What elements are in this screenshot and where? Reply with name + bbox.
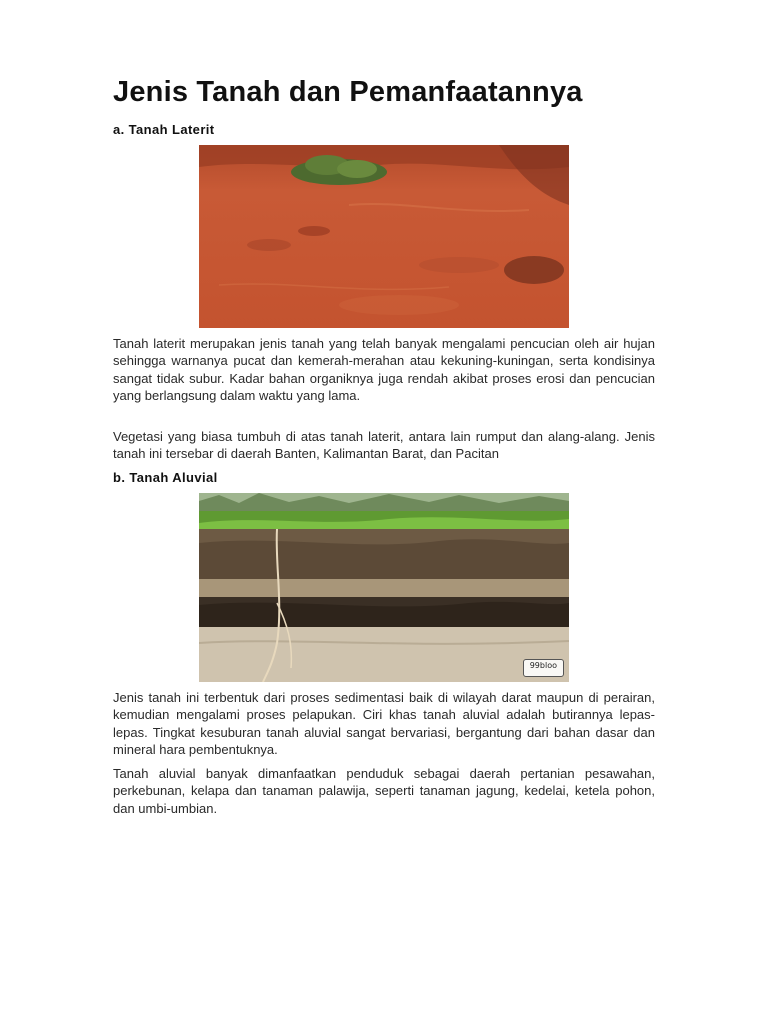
laterit-photo [199,145,569,328]
document-title: Jenis Tanah dan Pemanfaatannya [113,76,583,108]
section-heading-aluvial: b. Tanah Aluvial [113,470,218,485]
aluvial-photo [199,493,569,682]
laterit-paragraph-1: Tanah laterit merupakan jenis tanah yang telah banyak mengalami pencucian oleh air hujan sehingga warnanya pucat dan kemerah-merahan atau kekuning-kuningan, serta kondisinya sangat tidak subur. Kadar bahan organiknya juga rendah akibat proses erosi dan pencucian yang berlangsung dalam waktu yang lama. [113,336,655,404]
watermark-logo: 99bloo [523,659,564,677]
laterit-paragraph-2: Vegetasi yang biasa tumbuh di atas tanah laterit, antara lain rumput dan alang-alang. Jenis tanah ini tersebar di daerah Banten, Kalimantan Barat, dan Pacitan [113,429,655,462]
section-heading-laterit: a. Tanah Laterit [113,122,215,137]
aluvial-paragraph-1: Jenis tanah ini terbentuk dari proses sedimentasi baik di wilayah darat maupun di perairan, kemudian mengalami proses pelapukan. Ciri khas tanah aluvial adalah butirannya lepas-lepas. Tingkat kesuburan tanah aluvial sangat bervariasi, bergantung dari bahan dasar dan mineral hara pembentuknya. [113,690,655,758]
aluvial-paragraph-2: Tanah aluvial banyak dimanfaatkan penduduk sebagai daerah pertanian pesawahan, perkebunan, kelapa dan tanaman palawija, seperti tanaman jagung, kedelai, ketela pohon, dan umbi-umbian. [113,766,655,816]
